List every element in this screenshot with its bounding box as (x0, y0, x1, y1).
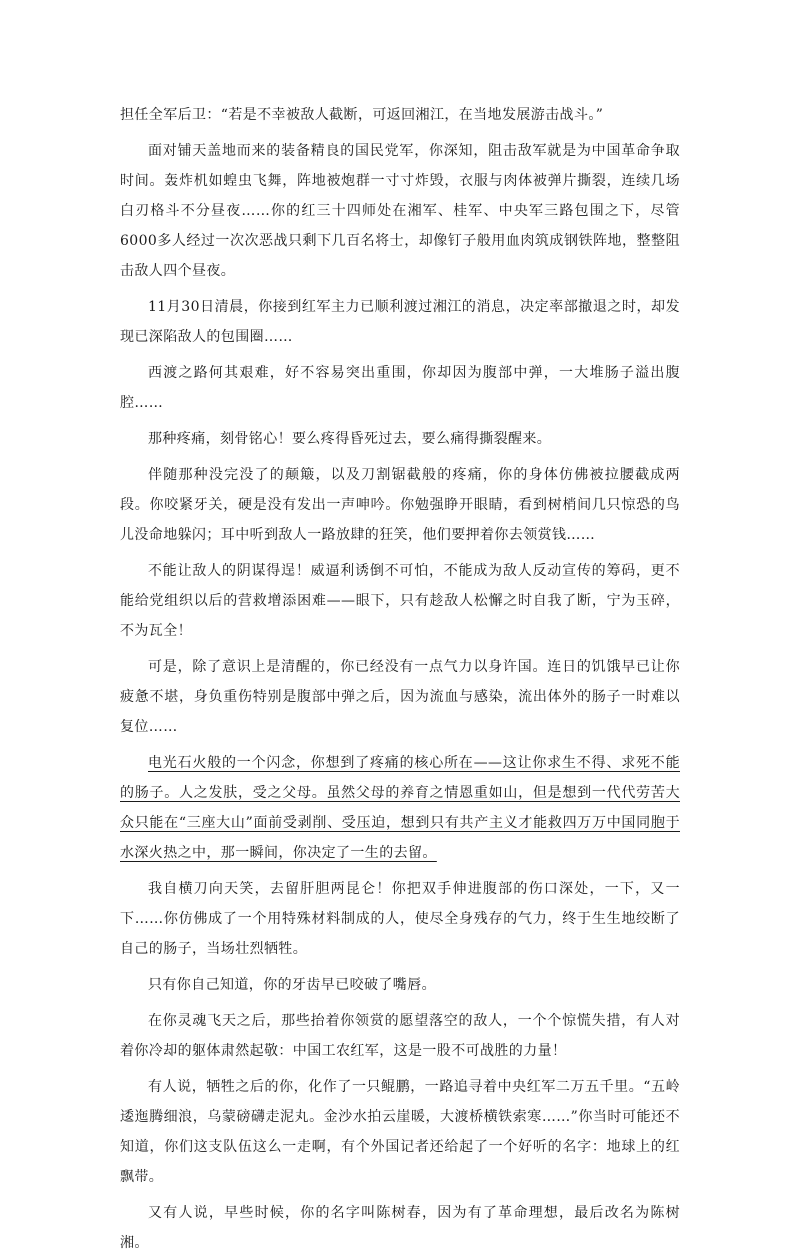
paragraph: 担任全军后卫：“若是不幸被敌人截断，可返回湘江，在当地发展游击战斗。” (120, 107, 604, 123)
paragraph: 11月30日清晨，你接到红军主力已顺利渡过湘江的消息，决定率部撤退之时，却发现已深陷敌人的包围圈…… (120, 299, 680, 345)
underlined-text: 电光石火般的一个闪念，你想到了疼痛的核心所在——这让你求生不得、求死不能的肠子。人之发肤，受之父母。虽然父母的养育之情恩重如山，但是想到一代代劳苦大众只能在“三座大山”面前受剥削、受压迫，想到只有共产主义才能救四万万中国同胞于水深火热之中，那一瞬间，你决定了一生的去留。 (120, 755, 680, 861)
paragraph: 在你灵魂飞天之后，那些抬着你领赏的愿望落空的敌人，一个个惊慌失措，有人对着你冷却的躯体肃然起敬：中国工农红军，这是一股不可战胜的力量！ (120, 1013, 680, 1059)
underlined-paragraph (120, 748, 680, 868)
paragraph: 可是，除了意识上是清醒的，你已经没有一点气力以身许国。连日的饥饿早已让你疲惫不堪，身负重伤特别是腹部中弹之后，因为流血与感染，流出体外的肠子一时难以复位…… (120, 659, 680, 735)
paragraph: 有人说，牺牲之后的你，化作了一只鲲鹏，一路追寻着中央红军二万五千里。“五岭逶迤腾细浪，乌蒙磅礴走泥丸。金沙水拍云崖暖，大渡桥横铁索寒……”你当时可能还不知道，你们这支队伍这么一走啊，有个外国记者还给起了一个好听的名字：地球上的红飘带。 (120, 1079, 680, 1185)
paragraph: 伴随那种没完没了的颠簸，以及刀割锯截般的疼痛，你的身体仿佛被拉腰截成两段。你咬紧牙关，硬是没有发出一声呻吟。你勉强睁开眼睛，看到树梢间几只惊恐的鸟儿没命地躲闪；耳中听到敌人一路放肆的狂笑，他们要押着你去领赏钱…… (120, 467, 680, 543)
paragraph: 那种疼痛，刻骨铭心！要么疼得昏死过去，要么痛得撕裂醒来。 (148, 431, 552, 447)
paragraph: 面对铺天盖地而来的装备精良的国民党军，你深知，阻击敌军就是为中国革命争取时间。轰炸机如蝗虫飞舞，阵地被炮群一寸寸炸毁，衣服与肉体被弹片撕裂，连续几场白刃格斗不分昼夜……你的红三十四师处在湘军、桂军、中央军三路包围之下，尽管6000多人经过一次次恶战只剩下几百名将士，却像钉子般用血肉筑成钢铁阵地，整整阻击敌人四个昼夜。 (120, 143, 680, 279)
paragraph: 又有人说，早些时候，你的名字叫陈树春，因为有了革命理想，最后改名为陈树湘。 (120, 1205, 680, 1251)
paragraph: 只有你自己知道，你的牙齿早已咬破了嘴唇。 (148, 977, 436, 993)
paragraph: 不能让敌人的阴谋得逞！威逼利诱倒不可怕，不能成为敌人反动宣传的筹码，更不能给党组织以后的营救增添困难——眼下，只有趁敌人松懈之时自我了断，宁为玉碎，不为瓦全！ (120, 563, 680, 639)
document-page (120, 100, 680, 1258)
paragraph: 西渡之路何其艰难，好不容易突出重围，你却因为腹部中弹，一大堆肠子溢出腹腔…… (120, 365, 680, 411)
paragraph: 我自横刀向天笑，去留肝胆两昆仑！你把双手伸进腹部的伤口深处，一下，又一下……你仿佛成了一个用特殊材料制成的人，使尽全身残存的气力，终于生生地绞断了自己的肠子，当场壮烈牺牲。 (120, 881, 680, 957)
